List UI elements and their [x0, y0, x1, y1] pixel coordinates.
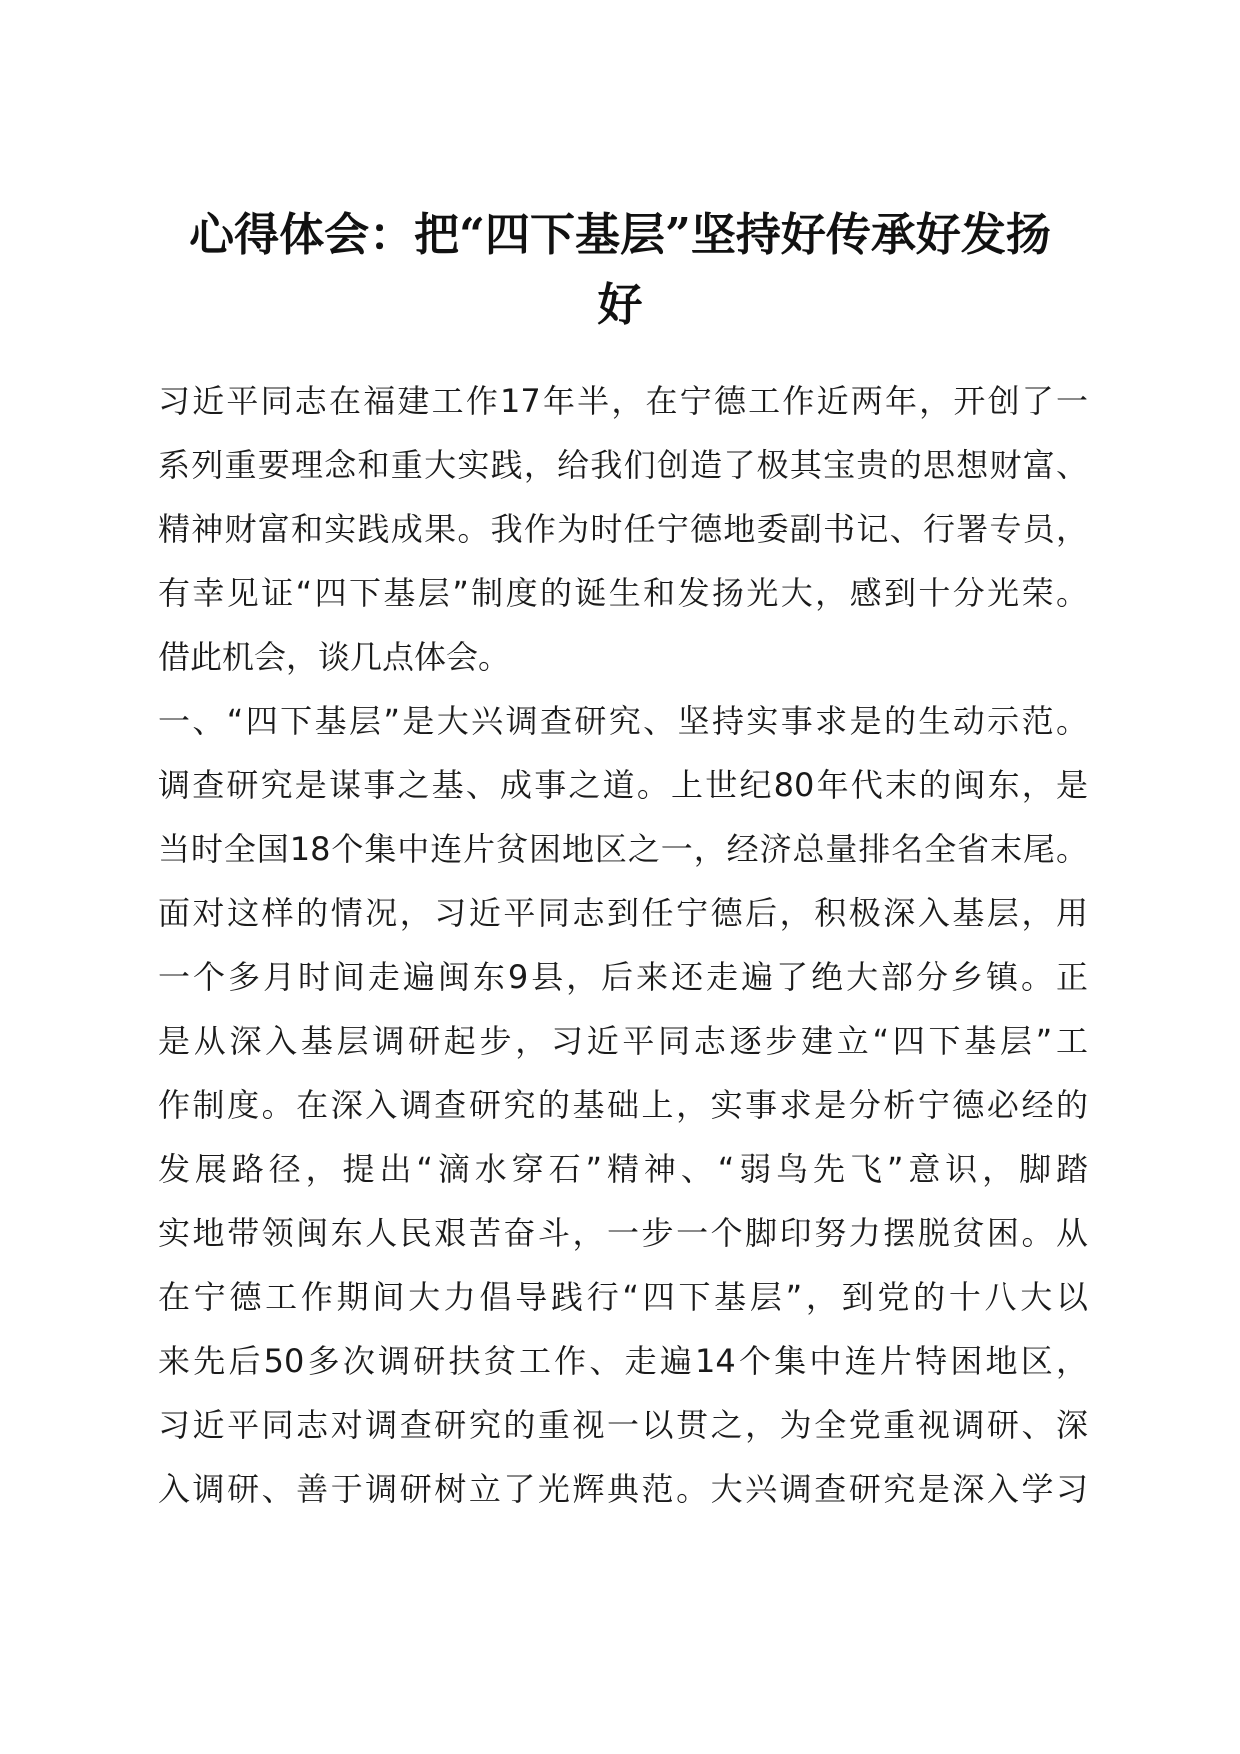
- body-line: 当时全国18个集中连片贫困地区之一，经济总量排名全省末尾。: [158, 830, 1088, 868]
- body-line: 来先后50多次调研扶贫工作、走遍14个集中连片特困地区，: [158, 1342, 1088, 1380]
- body-line: 精神财富和实践成果。我作为时任宁德地委副书记、行署专员，: [158, 510, 1088, 548]
- body-line: 是从深入基层调研起步，习近平同志逐步建立“四下基层”工: [158, 1022, 1088, 1060]
- section-heading: 一、“四下基层”是大兴调查研究、坚持实事求是的生动示范。: [158, 702, 1088, 740]
- document-title-line-1: 心得体会：把“四下基层”坚持好传承好发扬: [189, 208, 1051, 261]
- body-line: 习近平同志对调查研究的重视一以贯之，为全党重视调研、深: [158, 1406, 1088, 1444]
- body-line: 实地带领闽东人民艰苦奋斗，一步一个脚印努力摆脱贫困。从: [158, 1214, 1088, 1252]
- body-line: 发展路径，提出“滴水穿石”精神、“弱鸟先飞”意识，脚踏: [158, 1150, 1088, 1188]
- body-line: 入调研、善于调研树立了光辉典范。大兴调查研究是深入学习: [158, 1470, 1088, 1508]
- body-line: 调查研究是谋事之基、成事之道。上世纪80年代末的闽东，是: [158, 766, 1088, 804]
- body-line: 作制度。在深入调查研究的基础上，实事求是分析宁德必经的: [158, 1086, 1088, 1124]
- body-line: 借此机会，谈几点体会。: [158, 638, 511, 676]
- body-line: 有幸见证“四下基层”制度的诞生和发扬光大，感到十分光荣。: [158, 574, 1088, 612]
- body-line: 在宁德工作期间大力倡导践行“四下基层”，到党的十八大以: [158, 1278, 1088, 1316]
- body-line: 系列重要理念和重大实践，给我们创造了极其宝贵的思想财富、: [158, 446, 1088, 484]
- document-title-line-2: 好: [597, 278, 643, 331]
- body-line: 习近平同志在福建工作17年半，在宁德工作近两年，开创了一: [158, 382, 1088, 420]
- body-line: 面对这样的情况，习近平同志到任宁德后，积极深入基层，用: [158, 894, 1088, 932]
- body-line: 一个多月时间走遍闽东9县，后来还走遍了绝大部分乡镇。正: [158, 958, 1088, 996]
